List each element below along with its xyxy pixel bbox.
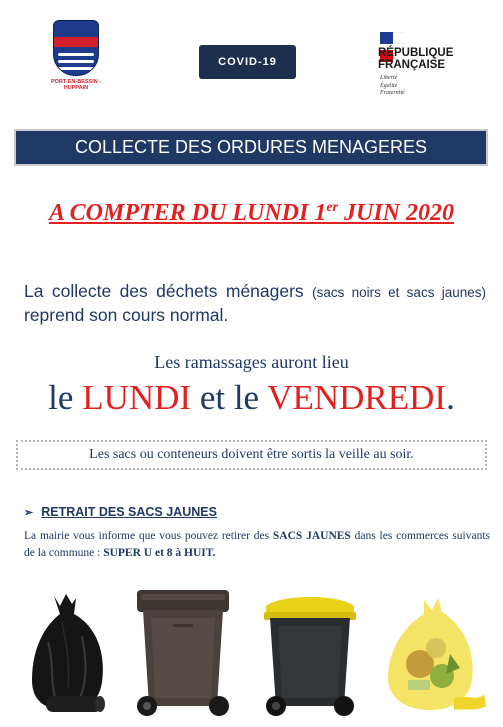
arrow-bullet-icon: ➢ <box>24 507 34 519</box>
schedule-intro: Les ramassages auront lieu <box>154 352 349 372</box>
collection-text: La collecte des déchets ménagers (sacs noirs et sacs jaunes) reprend son cours normal. <box>24 281 486 325</box>
yellow-lid-wheelie-bin-image <box>260 590 360 720</box>
retrait-heading: ➢ RETRAIT DES SACS JAUNES <box>24 505 217 519</box>
collection-days: le LUNDI et le VENDREDI. <box>48 378 455 417</box>
republic-motto: Liberté Égalité Fraternité <box>380 75 405 96</box>
brown-wheelie-bin-image <box>133 588 233 720</box>
retrait-text: La mairie vous informe que vous pouvez retirer des SACS JAUNES dans les commerces suivants de la commune : SUPER U et 8 à HUIT. <box>24 530 490 559</box>
black-garbage-bag-image <box>26 592 111 720</box>
yellow-recycling-bag-image <box>380 594 488 720</box>
republic-name: RÉPUBLIQUE FRANÇAISE <box>378 47 454 71</box>
start-date: A COMPTER DU LUNDI 1er JUIN 2020 <box>48 200 455 226</box>
covid-badge: COVID-19 <box>199 45 296 79</box>
page-title: COLLECTE DES ORDURES MENAGERES <box>14 129 488 166</box>
evening-notice: Les sacs ou conteneurs doivent être sortis la veille au soir. <box>16 440 487 470</box>
town-name: PORT-EN-BESSIN - HUPPAIN <box>50 79 102 91</box>
town-logo <box>50 20 102 100</box>
town-crest-icon <box>53 20 99 76</box>
marianne-flag-icon <box>380 31 418 43</box>
